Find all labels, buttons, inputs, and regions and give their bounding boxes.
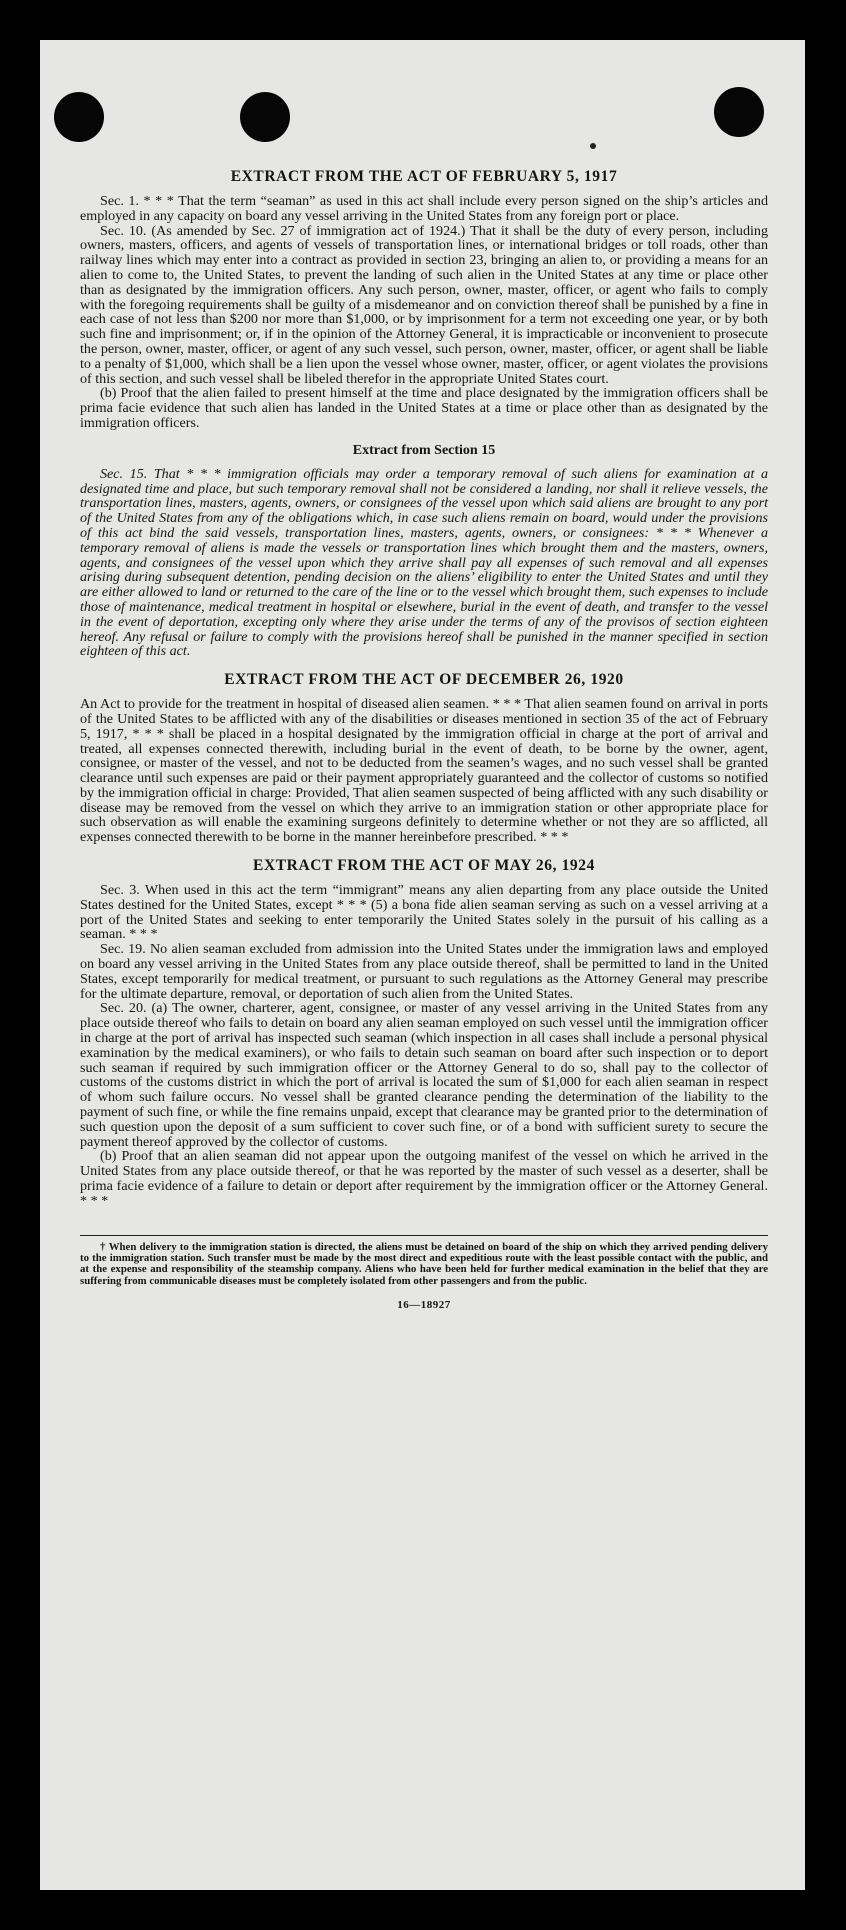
- ink-speck: [590, 143, 596, 149]
- paragraph-sec-10: Sec. 10. (As amended by Sec. 27 of immigration act of 1924.) That it shall be the duty of every person, including owners, masters, officers, and agents of vessels of transportation lines, or international bridges or toll roads, other than railway lines which may enter into a contract as provided in section 23, bringing an alien to, or providing a means for an alien to come to, the United States, to prevent the landing of such alien in the United States at any time or place other than as designated by the immigration officers. Any such person, owner, master, officer, or agent who fails to comply with the foregoing requirements shall be guilty of a misdemeanor and on conviction thereof shall be punished by a fine in each case of not less than $200 nor more than $1,000, or by imprisonment for a term not exceeding one year, or by both such fine and imprisonment; or, if in the opinion of the Attorney General, it is impracticable or inconvenient to prosecute the person, owner, master, officer, or agent of any such vessel, such person, owner, master, officer, or agent shall be liable to a penalty of $1,000, which shall be a lien upon the vessel whose owner, master, officer, or agent violates the provisions of this section, and such vessel shall be libeled therefor in the appropriate United States court.: [80, 222, 768, 387]
- paragraph-sec-19: Sec. 19. No alien seaman excluded from admission into the United States under the immigration laws and employed on board any vessel arriving in the United States from any place outside thereof, shall be permitted to land in the United States, except temporarily for medical treatment, or pursuant to such regulations as the Attorney General may prescribe for the ultimate departure, removal, or deportation of such alien from the United States.: [80, 941, 768, 1002]
- document-page: [40, 40, 805, 1890]
- punch-hole-left: [54, 92, 104, 142]
- heading-act-may-1924: EXTRACT FROM THE ACT OF MAY 26, 1924: [253, 857, 595, 875]
- footnote: [80, 1242, 768, 1288]
- page-number: 16—18927: [397, 1299, 451, 1312]
- paragraph-sec-20-b: (b) Proof that an alien seaman did not appear upon the outgoing manifest of the vessel on which he arrived in the United States from any place outside thereof, or that he was reported by the master of such vessel as a deserter, shall be prima facie evidence of a failure to detain or deport after requirement by the immigration officer or the Attorney General. * * *: [80, 1148, 768, 1209]
- footnote-rule: [80, 1235, 768, 1236]
- punch-hole-center: [240, 92, 290, 142]
- paragraph-sec-10-b: (b) Proof that the alien failed to present himself at the time and place designated by the immigration officers shall be prima facie evidence that such alien has landed in the United States at a time or place other than as designated by the immigration officers.: [80, 385, 768, 431]
- paragraph-sec-15: Sec. 15. That * * * immigration officials may order a temporary removal of such aliens for examination at a designated time and place, but such temporary removal shall not be considered a landing, nor shall it relieve vessels, the transportation lines, masters, agents, owners, or consignees of the vessel upon which said aliens are brought to any port of the United States from any of the obligations which, in case such aliens remain on board, would under the provisions of this act bind the said vessels, transportation lines, masters, agents, owners, or consignees: * * * Whenever a temporary removal of aliens is made the vessels or transportation lines which brought them and the masters, owners, agents, and consignees of the vessel upon which they arrive shall pay all expenses of such removal and all expenses arising during subsequent detention, pending decision on the aliens’ eligibility to enter the United States and until they are either allowed to land or returned to the care of the line or to the vessel which brought them, such expenses to include those of maintenance, medical treatment in hospital or elsewhere, burial in the event of death, and transfer to the vessel in the event of deportation, excepting only where they arise under the terms of any of the provisos of section eighteen hereof. Any refusal or failure to comply with the provisions hereof shall be punished in the manner specified in section eighteen of this act.: [80, 465, 768, 660]
- paragraph-sec-20-a: Sec. 20. (a) The owner, charterer, agent, consignee, or master of any vessel arriving in the United States from any place outside thereof who fails to detain on board any alien seaman employed on such vessel until the immigration officer in charge at the port of arrival has inspected such seaman (which inspection in all cases shall include a personal physical examination by the medical examiners), or who fails to detain such seaman on board after such inspection or to deport such seaman if required by such immigration officer or the Attorney General to do so, shall pay to the collector of customs of the customs district in which the port of arrival is located the sum of $1,000 for each alien seaman in respect of whom such failure occurs. No vessel shall be granted clearance pending the determination of the liability to the payment of such fine, or while the fine remains unpaid, except that clearance may be granted prior to the determination of such question upon the deposit of a sum sufficient to cover such fine, or of a bond with sufficient surety to secure the payment thereof approved by the collector of customs.: [80, 1000, 768, 1150]
- heading-act-feb-1917: EXTRACT FROM THE ACT OF FEBRUARY 5, 1917: [230, 168, 618, 185]
- document-body: [80, 168, 768, 1311]
- paragraph-sec-3: Sec. 3. When used in this act the term “immigrant” means any alien departing from any place outside the United States destined for the United States, except * * * (5) a bona fide alien seaman serving as such on a vessel arriving at a port of the United States and seeking to enter temporarily the United States solely in the pursuit of his calling as a seaman. * * *: [80, 882, 768, 943]
- heading-act-dec-1920: EXTRACT FROM THE ACT OF DECEMBER 26, 1920: [224, 671, 624, 689]
- heading-section-15: Extract from Section 15: [352, 442, 496, 458]
- footnote-text: † When delivery to the immigration station is directed, the aliens must be detained on board of the ship on which they arrived pending delivery to the immigration station. Such transfer must be made by the most direct and expeditious route with the least possible contact with the public, and at the expense and responsibility of the steamship company. Aliens who have been held for further medical examination in the belief that they are suffering from communicable diseases must be completely isolated from other passengers and from the public.: [80, 1240, 768, 1287]
- punch-hole-right: [714, 87, 764, 137]
- paragraph-act-1920: An Act to provide for the treatment in hospital of diseased alien seamen. * * * That alien seamen found on arrival in ports of the United States to be afflicted with any of the disabilities or diseases mentioned in section 35 of the act of February 5, 1917, * * * shall be placed in a hospital designated by the immigration official in charge at the port of arrival and treated, all expenses connected therewith, including burial in the event of death, to be borne by the owner, agent, consignee, or master of the vessel, and not to be deducted from the seamen’s wages, and no such vessel shall be granted clearance until such expenses are paid or their payment appropriately guaranteed and the collector of customs so notified by the immigration official in charge: Provided, That alien seamen suspected of being afflicted with any such disability or disease may be removed from the vessel on which they arrive to an immigration station or other appropriate place for such observation as will enable the examining surgeons definitely to determine whether or not they are so afflicted, all expenses connected therewith to be borne in the manner hereinbefore prescribed. * * *: [80, 696, 768, 846]
- paragraph-sec-1: Sec. 1. * * * That the term “seaman” as used in this act shall include every person signed on the ship’s articles and employed in any capacity on board any vessel arriving in the United States from any foreign port or place.: [80, 193, 768, 224]
